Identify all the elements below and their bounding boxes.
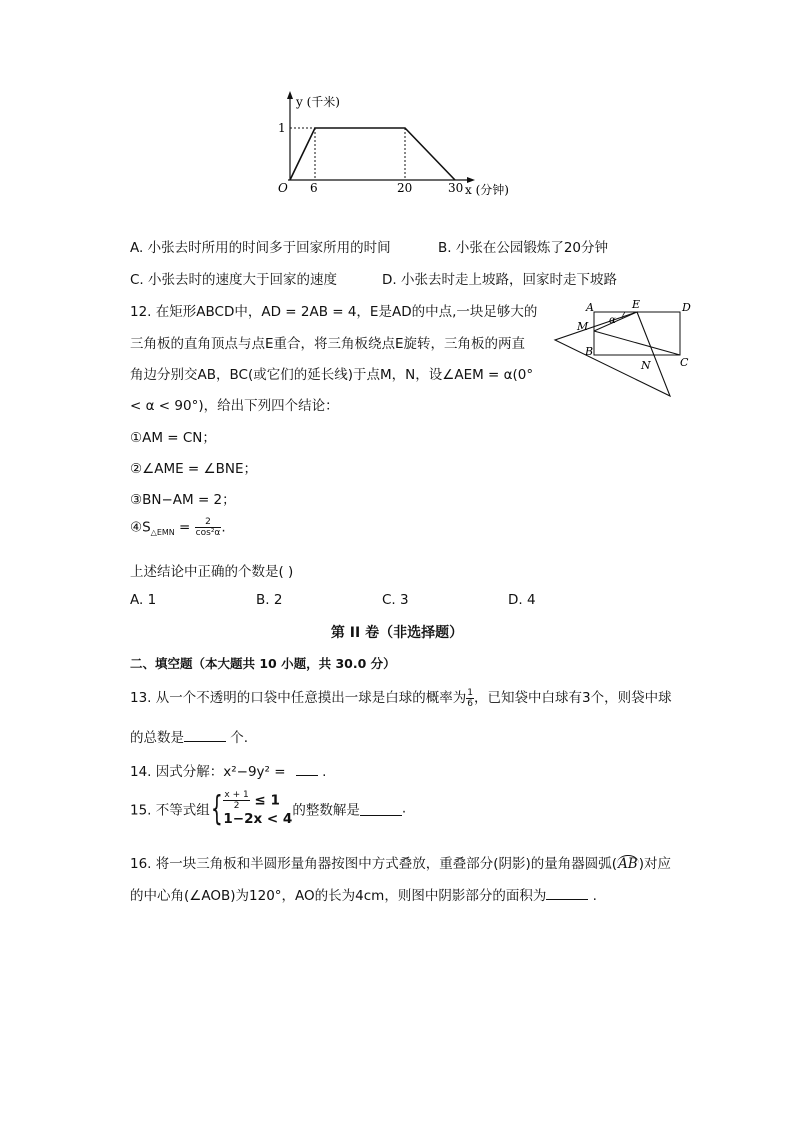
- q16-line-1-text: 16. 将一块三角板和半圆形量角器按图中方式叠放，重叠部分(阴影)的量角器圆弧(: [130, 856, 618, 872]
- q14-part-2: .: [317, 764, 327, 780]
- x-tick-20: 20: [397, 181, 413, 195]
- label-c: C: [680, 356, 689, 369]
- q13-answer-blank[interactable]: [184, 728, 226, 742]
- q13-part-1: 13. 从一个不透明的口袋中任意摸出一球是白球的概率为: [130, 690, 467, 706]
- q15-ineq-1-num: x + 1: [224, 790, 249, 800]
- q12-conclusion-4: [130, 517, 226, 538]
- q12-question: 上述结论中正确的个数是( ): [130, 564, 294, 580]
- label-e: E: [632, 298, 641, 311]
- q15-label: 15. 不等式组: [130, 802, 210, 819]
- q13-frac-num: 1: [467, 687, 473, 698]
- q15-system: [223, 790, 292, 827]
- q12-c4-prefix: ④S: [130, 519, 151, 536]
- q15-end: .: [401, 800, 407, 817]
- q16-line-2: [130, 884, 597, 904]
- label-m: M: [577, 320, 589, 333]
- q16-answer-blank[interactable]: [546, 886, 588, 900]
- q13-part-2: ，已知袋中白球有3个，则袋中球: [474, 690, 672, 706]
- q12-option-a: A. 1: [130, 592, 157, 608]
- label-d: D: [682, 301, 691, 314]
- distance-time-graph: [270, 88, 530, 203]
- q12-c4-eq: =: [174, 519, 195, 536]
- label-b: B: [585, 345, 594, 358]
- q12-option-d: D. 4: [508, 592, 536, 608]
- q12-line-2: 三角板的直角顶点与点E重合，将三角板绕点E旋转，三角板的两直: [130, 336, 526, 352]
- q16-line-2-end: .: [588, 888, 597, 904]
- q12-option-c: C. 3: [382, 592, 409, 608]
- q11-option-a: A. 小张去时所用的时间多于回家所用的时间: [130, 240, 391, 256]
- rectangle-triangle-figure: [550, 298, 710, 403]
- label-a: A: [586, 301, 594, 314]
- origin-label: O: [278, 181, 288, 195]
- q12-c4-sub: △EMN: [150, 528, 175, 538]
- q16-line-1-end: )对应: [638, 856, 672, 872]
- x-axis-label: x (分钟): [465, 183, 509, 197]
- q11-option-d: D. 小张去时走上坡路，回家时走下坡路: [382, 272, 617, 288]
- q16-line-1: [130, 852, 671, 872]
- q12-option-b: B. 2: [256, 592, 283, 608]
- q15-part-2: 的整数解是: [292, 802, 360, 819]
- q12-line-3: 角边分别交AB，BC(或它们的延长线)于点M，N，设∠AEM = α(0°: [130, 367, 534, 383]
- q12-c4-den: cos²α: [195, 528, 221, 538]
- q14-answer-blank[interactable]: [296, 762, 318, 776]
- q12-c4-fraction: [195, 517, 222, 538]
- q13-line-2: [130, 726, 248, 746]
- q12-line-4: < α < 90°)，给出下列四个结论：: [130, 398, 339, 414]
- label-alpha: α: [609, 315, 616, 326]
- q14-line: [130, 760, 326, 780]
- rectangle-abcd: [594, 312, 680, 355]
- q15-brace: {: [210, 788, 223, 829]
- q14-part-1: 14. 因式分解：x²−9y² =: [130, 764, 286, 780]
- y-axis-label: y (千米): [296, 95, 340, 109]
- x-tick-6: 6: [310, 181, 318, 195]
- y-axis-arrow: [287, 91, 293, 99]
- x-tick-30: 30: [448, 181, 464, 195]
- q15-ineq-1-den: 2: [233, 801, 240, 811]
- q15-ineq-1-fraction: [223, 790, 249, 811]
- q13-frac-den: 6: [467, 698, 473, 709]
- q11-option-c: C. 小张去时的速度大于回家的速度: [130, 272, 338, 288]
- q13-line-2-a: 的总数是: [130, 730, 184, 746]
- q12-line-1: 12. 在矩形ABCD中，AD = 2AB = 4，E是AD的中点,一块足够大的: [130, 304, 538, 320]
- q13-line-1: [130, 686, 672, 709]
- segment-mc: [594, 331, 680, 355]
- section-2-title: 第 II 卷（非选择题）: [330, 625, 464, 641]
- q15-ineq-2: 1−2x < 4: [223, 811, 293, 827]
- q15-line: [130, 790, 406, 832]
- q15-ineq-1: [223, 790, 292, 811]
- q12-conclusion-2: ②∠AME = ∠BNE；: [130, 461, 258, 477]
- q13-fraction: [466, 688, 474, 709]
- q13-line-2-b: 个.: [226, 730, 249, 746]
- label-n: N: [641, 359, 651, 372]
- q12-c4-end: .: [221, 519, 226, 536]
- q15-ineq-1-rel: ≤ 1: [249, 792, 280, 809]
- y-tick-1: 1: [278, 121, 286, 135]
- q16-line-2-text: 的中心角(∠AOB)为120°，AO的长为4cm，则图中阴影部分的面积为: [130, 888, 547, 904]
- q12-conclusion-3: ③BN−AM = 2；: [130, 492, 236, 508]
- q15-answer-blank[interactable]: [360, 802, 402, 816]
- q16-arc-ab: AB: [618, 856, 638, 872]
- q12-c4-num: 2: [195, 517, 222, 528]
- section-2-heading: 二、填空题（本大题共 10 小题，共 30.0 分）: [130, 656, 396, 671]
- q11-option-b: B. 小张在公园锻炼了20分钟: [438, 240, 609, 256]
- q12-conclusion-1: ①AM = CN；: [130, 430, 216, 446]
